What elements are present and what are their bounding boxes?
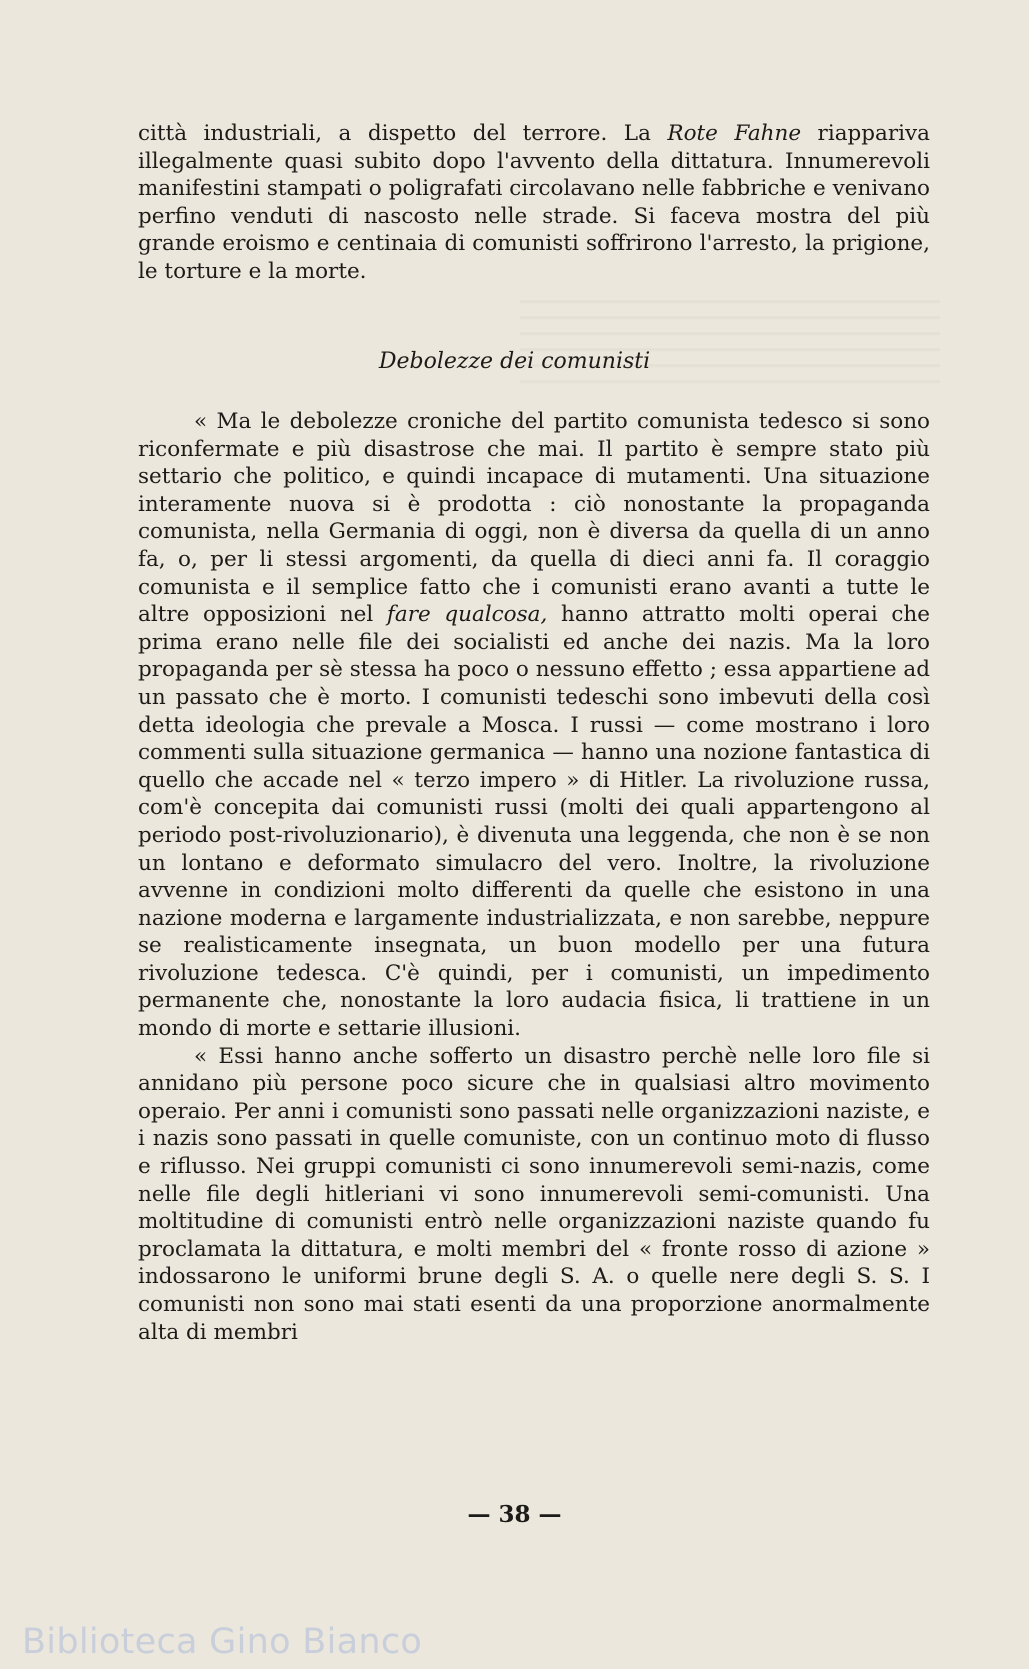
newspaper-title-italic: Rote Fahne <box>667 121 802 146</box>
paragraph-2 <box>138 408 930 1043</box>
paragraph-1-rest: riappariva illegalmente quasi subito dopo l'avvento della dittatura. Innumerevoli manifestini stampati o poligrafati circolavano nelle fabbriche e venivano perfino venduti di nascosto nelle strade. Si faceva mostra del più grande eroismo e centinaia di comunisti soffrirono l'arresto, la prigione, le torture e la morte. <box>138 121 930 284</box>
page-number: — 38 — <box>467 1501 562 1528</box>
section-heading: Debolezze dei comunisti <box>378 349 651 374</box>
paragraph-2-italic-phrase: fare qualcosa, <box>386 602 548 628</box>
section-body <box>138 408 930 1346</box>
paragraph-2-rest: hanno attratto molti operai che prima erano nelle file dei socialisti ed anche dei nazis. Ma la loro propaganda per sè stessa ha poco o nessuno effetto ; essa appartiene ad un passato che è morto. I comunisti tedeschi sono imbevuti della così detta ideologia che prevale a Mosca. I russi — come mostrano i loro commenti sulla situazione germanica — hanno una nozione fantastica di quello che accade nel « terzo impero » di Hitler. La rivoluzione russa, com'è concepita dai comunisti russi (molti dei quali appartengono al periodo post-rivoluzionario), è divenuta una leggenda, che non è se non un lontano e deformato simulacro del vero. Inoltre, la rivoluzione avvenne in condizioni molto differenti da quelle che esistono in una nazione moderna e largamente industrializzata, e non sarebbe, neppure se realisticamente insegnata, un buon modello per una futura rivoluzione tedesca. C'è quindi, per i comunisti, un impedimento permanente che, nonostante la loro audacia fisica, li trattiene in un mondo di morte e settarie illusioni. <box>138 602 931 1042</box>
paragraph-1 <box>138 120 930 286</box>
paragraph-3: « Essi hanno anche sofferto un disastro perchè nelle loro file si annidano più persone poco sicure che in qualsiasi altro movimento operaio. Per anni i comunisti sono passati nelle organizzazioni naziste, e i nazis sono passati in quelle comuniste, con un continuo moto di flusso e riflusso. Nei gruppi comunisti ci sono innumerevoli semi-nazis, come nelle file degli hitleriani vi sono innumerevoli semi-comunisti. Una moltitudine di comunisti entrò nelle organizzazioni naziste quando fu proclamata la dittatura, e molti membri del « fronte rosso di azione » indossarono le uniformi brune degli S. A. o quelle nere degli S. S. I comunisti non sono mai stati esenti da una proporzione anormalmente alta di membri <box>138 1043 930 1345</box>
library-watermark: Biblioteca Gino Bianco <box>22 1622 423 1662</box>
paragraph-1-start: città industriali, a dispetto del terrore. La <box>138 121 668 146</box>
opening-paragraph-block <box>138 120 930 286</box>
paragraph-2-start: « Ma le debolezze croniche del partito comunista tedesco si sono riconfermate e più disastrose che mai. Il partito è sempre stato più settario che politico, e quindi incapace di mutamenti. Una situazione interamente nuova si è prodotta : ciò nonostante la propaganda comunista, nella Germania di oggi, non è diversa da quella di un anno fa, o, per li stessi argomenti, da quella di dieci anni fa. Il coraggio comunista e il semplice fatto che i comunisti erano avanti a tutte le altre opposizioni nel <box>138 409 930 628</box>
